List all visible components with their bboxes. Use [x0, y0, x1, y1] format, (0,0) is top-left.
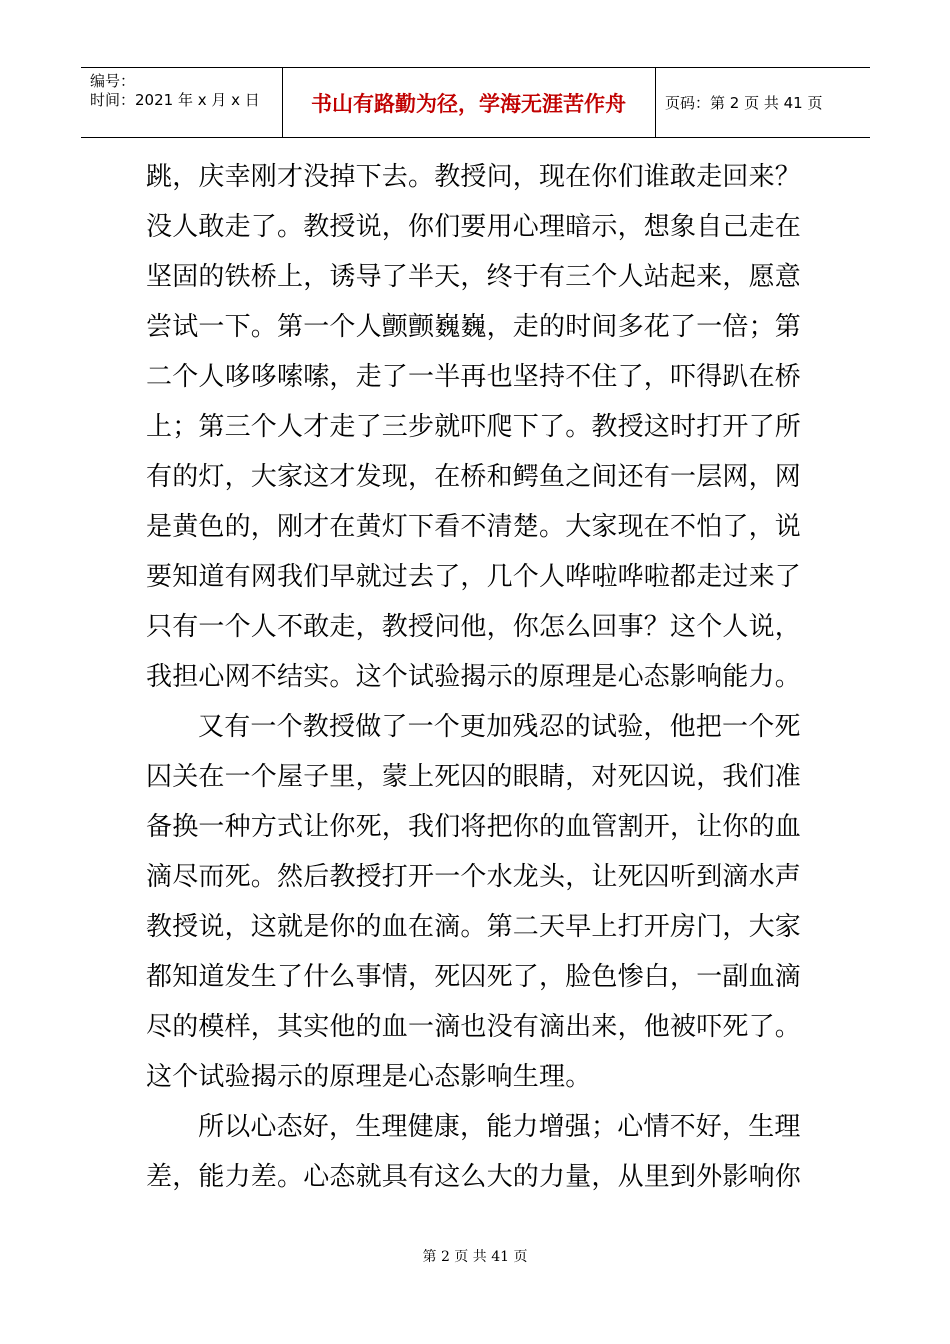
paragraph-start-line: 所以心态好，生理健康，能力增强；心情不好，生理	[198, 1112, 801, 1142]
paragraph-start-line: 又有一个教授做了一个更加残忍的试验，他把一个死	[198, 712, 801, 742]
body-line: 尽的模样，其实他的血一滴也没有滴出来，他被吓死了。	[146, 1012, 802, 1042]
body-line: 我担心网不结实。这个试验揭示的原理是心态影响能力。	[146, 662, 802, 692]
body-line: 都知道发生了什么事情，死囚死了，脸色惨白，一副血滴	[146, 962, 802, 992]
document-time-label: 时间：2021 年 x 月 x 日	[90, 91, 260, 109]
body-line: 囚关在一个屋子里，蒙上死囚的眼睛，对死囚说，我们准	[146, 762, 802, 792]
body-line: 二个人哆哆嗦嗦，走了一半再也坚持不住了，吓得趴在桥	[146, 362, 802, 392]
body-line: 要知道有网我们早就过去了，几个人哗啦哗啦都走过来了	[146, 562, 802, 592]
header-motto: 书山有路勤为径，学海无涯苦作舟	[311, 91, 626, 116]
document-body	[146, 152, 816, 1202]
body-line: 跳，庆幸刚才没掉下去。教授问，现在你们谁敢走回来？	[146, 162, 802, 192]
header-divider-right	[655, 68, 656, 137]
body-line: 这个试验揭示的原理是心态影响生理。	[146, 1062, 592, 1092]
body-line: 差，能力差。心态就具有这么大的力量，从里到外影响你	[146, 1162, 802, 1192]
body-line: 坚固的铁桥上，诱导了半天，终于有三个人站起来，愿意	[146, 262, 802, 292]
body-line: 有的灯，大家这才发现，在桥和鳄鱼之间还有一层网，网	[146, 462, 802, 492]
body-line: 只有一个人不敢走，教授问他，你怎么回事？这个人说，	[146, 612, 802, 642]
body-line: 尝试一下。第一个人颤颤巍巍，走的时间多花了一倍；第	[146, 312, 802, 342]
body-line: 滴尽而死。然后教授打开一个水龙头，让死囚听到滴水声	[146, 862, 802, 892]
document-number-label: 编号：	[90, 72, 136, 90]
header-page-info: 页码：第 2 页 共 41 页	[665, 94, 823, 112]
body-line: 是黄色的，刚才在黄灯下看不清楚。大家现在不怕了，说	[146, 512, 802, 542]
body-line: 教授说，这就是你的血在滴。第二天早上打开房门，大家	[146, 912, 802, 942]
header-meta	[90, 72, 260, 110]
body-line: 备换一种方式让你死，我们将把你的血管割开，让你的血	[146, 812, 802, 842]
page-header	[81, 67, 870, 138]
page-footer: 第 2 页 共 41 页	[422, 1249, 528, 1265]
body-line: 上；第三个人才走了三步就吓爬下了。教授这时打开了所	[146, 412, 802, 442]
body-line: 没人敢走了。教授说，你们要用心理暗示，想象自己走在	[146, 212, 802, 242]
